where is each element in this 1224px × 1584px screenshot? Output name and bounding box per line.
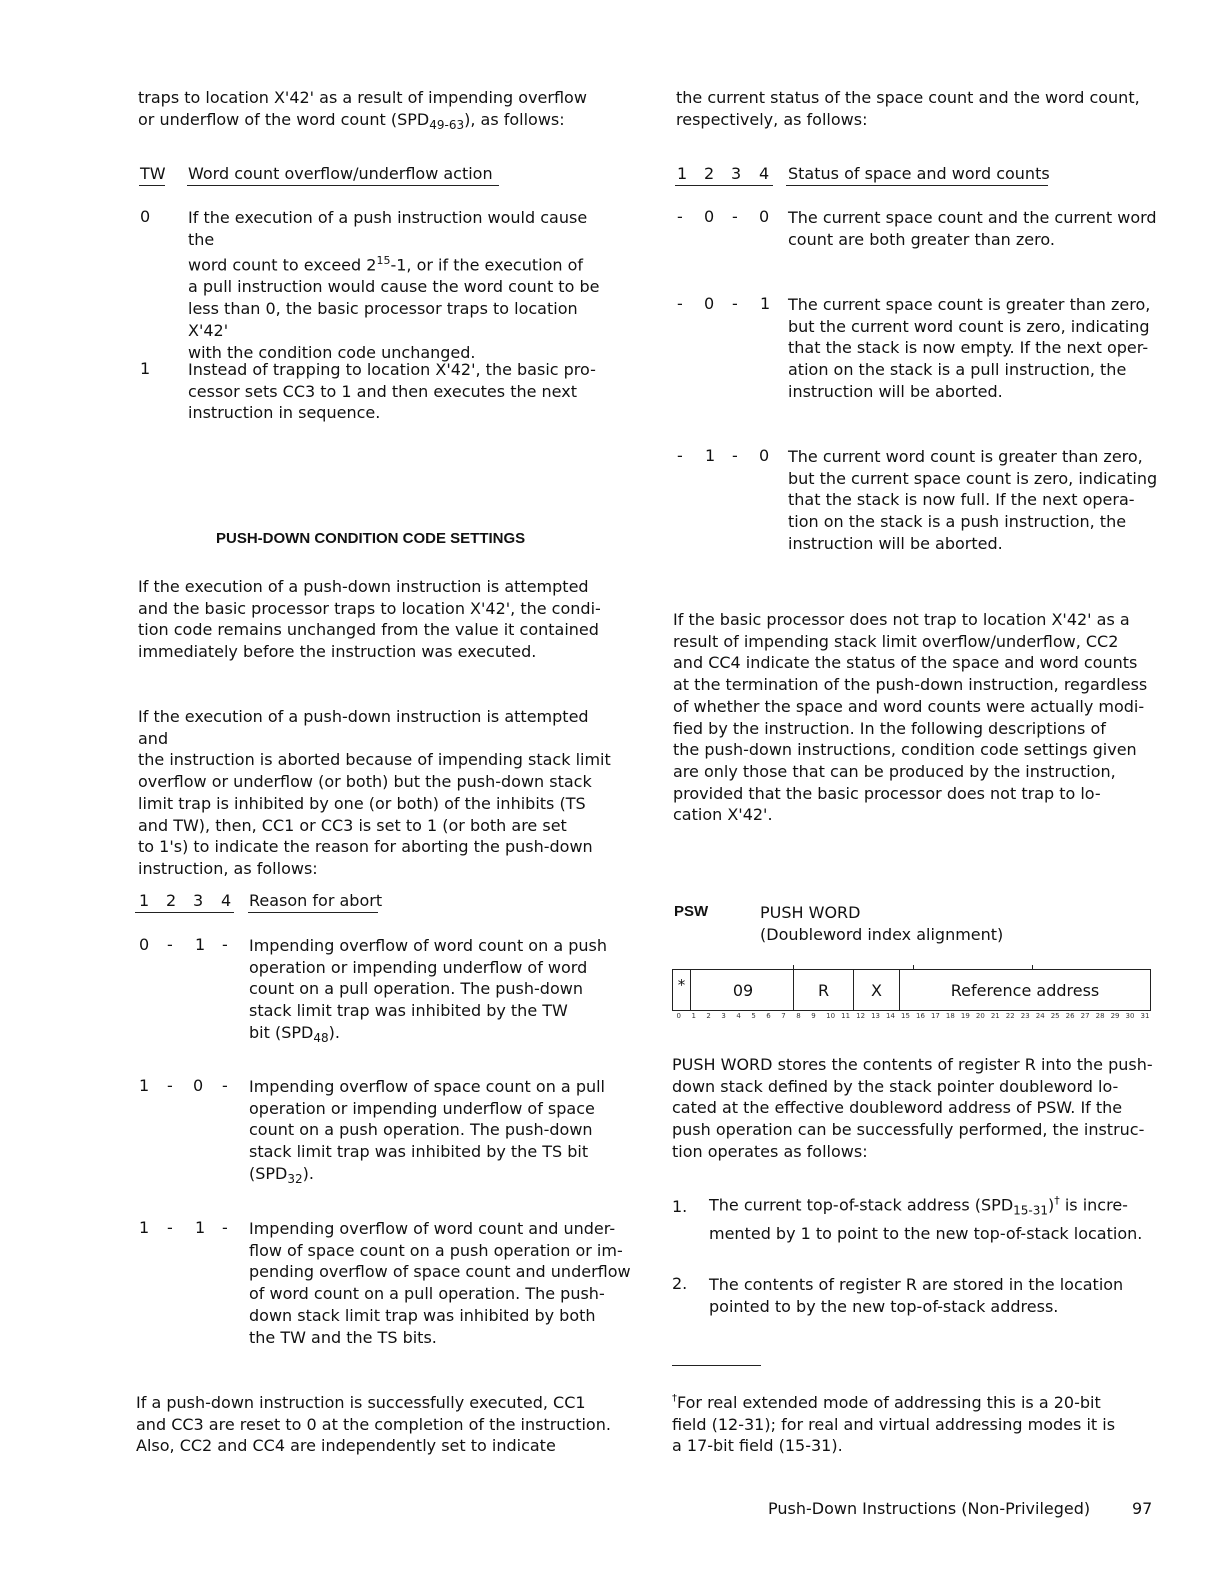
status-text: The current word count is greater than zero, but the current space count is zero, indicating that the stack is now full. If the next opera- tion on the stack is a push instruction, the instruction will be aborted. — [788, 447, 1158, 553]
status-cell: - — [732, 294, 738, 313]
status-cell: 0 — [704, 207, 715, 226]
bit-numbers — [672, 1012, 1151, 1022]
bit-number: 10 — [826, 1012, 836, 1020]
status-col-header: 3 — [731, 164, 742, 183]
abort-cell: - — [167, 935, 173, 954]
status-col-header: 2 — [704, 164, 715, 183]
status-cell: - — [677, 294, 683, 313]
bit-number: 18 — [945, 1012, 955, 1020]
abort-cell: - — [222, 935, 228, 954]
reference-address-field: Reference address — [899, 970, 1150, 1010]
bit-number: 14 — [886, 1012, 895, 1020]
footnote-rule — [672, 1365, 761, 1366]
abort-col-header: 4 — [221, 891, 232, 910]
abort-cell: 0 — [193, 1076, 204, 1095]
abort-cell: 1 — [195, 1218, 206, 1237]
bit-number: 21 — [990, 1012, 1000, 1020]
step-text: The contents of register R are stored in the location pointed to by the new top-of-stack address. — [709, 1275, 1124, 1316]
abort-reason-header: Reason for abort — [249, 891, 383, 910]
page-number: 97 — [1132, 1499, 1153, 1518]
left-para3: If a push-down instruction is successfully executed, CC1 and CC3 are reset to 0 at the completion of the instruction. Also, CC2 and CC4 are independently set to indicate — [136, 1393, 611, 1456]
status-cell: - — [677, 207, 683, 226]
bit-number: 23 — [1020, 1012, 1030, 1020]
indirect-bit-field: * — [677, 976, 686, 994]
abort-text: Impending overflow of space count on a pull operation or impending underflow of space count on a push operation. The push-down stack limit trap was inhibited by the TS bit $(SPD_{32})$. — [249, 1077, 605, 1186]
format-tick — [1032, 965, 1033, 970]
footnote: †For real extended mode of addressing this is a 20-bit field (12-31); for real and virtual addressing modes it is a 17-bit field (15-31). — [672, 1393, 1116, 1456]
status-cell: 0 — [704, 294, 715, 313]
tw-header — [140, 164, 166, 183]
bit-number: 11 — [841, 1012, 851, 1020]
x-field: X — [853, 970, 899, 1010]
abort-cell: - — [222, 1218, 228, 1237]
bit-number: 2 — [706, 1012, 711, 1020]
bit-number: 12 — [856, 1012, 866, 1020]
tw-col-underline — [139, 185, 165, 186]
abort-text: Impending overflow of word count on a push operation or impending underflow of word count on a pull operation. The push-down stack limit trap was inhibited by the TW bit $(SPD_{48})$. — [249, 936, 607, 1045]
instruction-title: PUSH WORD (Doubleword index alignment) — [760, 903, 1004, 944]
abort-cell: 1 — [139, 1076, 150, 1095]
status-text: The current space count is greater than zero, but the current word count is zero, indicating that the stack is now empty. If the next oper- ation on the stack is a pull instruction, the instruction will be aborted. — [788, 295, 1151, 401]
bit-number: 4 — [736, 1012, 741, 1020]
bit-number: 5 — [751, 1012, 756, 1020]
bit-number: 16 — [915, 1012, 925, 1020]
status-cell: - — [677, 446, 683, 465]
right-intro: the current status of the space count and the word count, respectively, as follows: — [676, 88, 1140, 129]
format-tick — [793, 965, 794, 970]
bit-number: 29 — [1110, 1012, 1120, 1020]
status-header: Status of space and word counts — [788, 164, 1050, 183]
abort-cols-underline — [135, 912, 234, 913]
status-text: The current space count and the current word count are both greater than zero. — [788, 208, 1157, 249]
abort-reason-underline — [248, 912, 378, 913]
bit-number: 30 — [1125, 1012, 1135, 1020]
bit-number: 28 — [1095, 1012, 1105, 1020]
abort-cell: 1 — [195, 935, 206, 954]
step-number: 1. — [672, 1197, 688, 1216]
abort-cell: 1 — [139, 1218, 150, 1237]
bit-number: 24 — [1035, 1012, 1045, 1020]
abort-cell: - — [222, 1076, 228, 1095]
abort-text: Impending overflow of word count and under- flow of space count on a push operation or im- pending overflow of space count and underflow of word count on a pull operation. The push- down stack limit trap was inhibited by both the TW and the TS bits. — [249, 1219, 631, 1347]
tw-row-code: 1 — [140, 359, 151, 378]
tw-action-header: Word count overflow/underflow action — [188, 164, 493, 183]
bit-number: 17 — [930, 1012, 940, 1020]
step-text: The current top-of-stack address $(SPD_{15-31})^\dagger$ is incre- mented by 1 to point to the new top-of-stack location. — [709, 1194, 1143, 1244]
instruction-format-box — [672, 969, 1151, 1011]
bit-number: 9 — [811, 1012, 816, 1020]
bit-number: 0 — [676, 1012, 681, 1020]
bit-number: 22 — [1005, 1012, 1015, 1020]
left-para2: If the execution of a push-down instruction is attempted and the instruction is aborted because of impending stack limit overflow or underflow (or both) but the push-down stack limit trap is inhibited by one (or both) of the inhibits (TS and TW), then, CC1 or CC3 is set to 1 (or both are set to 1's) to indicate the reason for aborting the push-down instruction, as follows: — [138, 707, 611, 878]
bit-number: 27 — [1080, 1012, 1090, 1020]
status-cols-underline — [675, 185, 773, 186]
section-heading: PUSH-DOWN CONDITION CODE SETTINGS — [216, 530, 526, 547]
left-para1: If the execution of a push-down instruction is attempted and the basic processor traps to location X'42', the condi- tion code remains unchanged from the value it contained immediately before the instruction was executed. — [138, 577, 601, 662]
status-col-header: 1 — [677, 164, 688, 183]
tw-row-text: Instead of trapping to location X'42', the basic pro- cessor sets CC3 to 1 and then executes the next instruction in sequence. — [188, 360, 596, 423]
tw-row-text: If the execution of a push instruction would cause the word count to exceed $2^{15}-1$, or if the execution of a pull instruction would cause the word count to be less than 0, the basic processor traps to location X'42' with the condition code unchanged. — [188, 208, 600, 362]
left-intro: traps to location X'42' as a result of impending overflow or underflow of the word count $(SPD_{49-63})$, as follows: — [138, 88, 587, 132]
bit-number: 19 — [960, 1012, 970, 1020]
step-number: 2. — [672, 1274, 688, 1293]
bit-number: 31 — [1140, 1012, 1150, 1020]
tw-row-code: 0 — [140, 207, 151, 226]
bit-number: 15 — [901, 1012, 910, 1020]
status-cell: 1 — [760, 294, 771, 313]
tw-action-underline — [187, 185, 499, 186]
format-tick — [913, 965, 914, 970]
bit-number: 6 — [766, 1012, 771, 1020]
tw-col-header: TW — [140, 164, 166, 183]
status-cell: 0 — [759, 207, 770, 226]
bit-number: 3 — [721, 1012, 726, 1020]
right-para2: PUSH WORD stores the contents of register R into the push- down stack defined by the stack pointer doubleword lo- cated at the effective doubleword address of PSW. If the push operation can be successfully performed, the instruc- tion operates as follows: — [672, 1055, 1153, 1161]
status-cell: 0 — [759, 446, 770, 465]
abort-col-header: 3 — [193, 891, 204, 910]
bit-number: 1 — [691, 1012, 696, 1020]
abort-cell: 0 — [139, 935, 150, 954]
status-cell: 1 — [705, 446, 716, 465]
abort-col-header: 2 — [166, 891, 177, 910]
bit-number: 8 — [796, 1012, 801, 1020]
status-cell: - — [732, 446, 738, 465]
abort-cell: - — [167, 1076, 173, 1095]
bit-number: 13 — [871, 1012, 880, 1020]
status-col-header: 4 — [759, 164, 770, 183]
bit-number: 20 — [975, 1012, 985, 1020]
bit-number: 26 — [1065, 1012, 1075, 1020]
opcode-field: 09 — [690, 970, 795, 1010]
status-header-underline — [786, 185, 1048, 186]
status-cell: - — [732, 207, 738, 226]
running-footer-title: Push-Down Instructions (Non-Privileged) — [768, 1499, 1091, 1518]
abort-cell: - — [167, 1218, 173, 1237]
bit-number: 25 — [1050, 1012, 1060, 1020]
bit-number: 7 — [781, 1012, 786, 1020]
instruction-mnemonic: PSW — [674, 903, 709, 920]
abort-col-header: 1 — [139, 891, 150, 910]
r-field: R — [793, 970, 853, 1010]
right-para1: If the basic processor does not trap to location X'42' as a result of impending stack limit overflow/underflow, CC2 and CC4 indicate the status of the space and word counts at the termination of the push-down instruction, regardless of whether the space and word counts were actually modi- fied by the instruction. In the following descriptions of the push-down instructions, condition code settings given are only those that can be produced by the instruction, provided that the basic processor does not trap to lo- cation X'42'. — [673, 610, 1148, 825]
